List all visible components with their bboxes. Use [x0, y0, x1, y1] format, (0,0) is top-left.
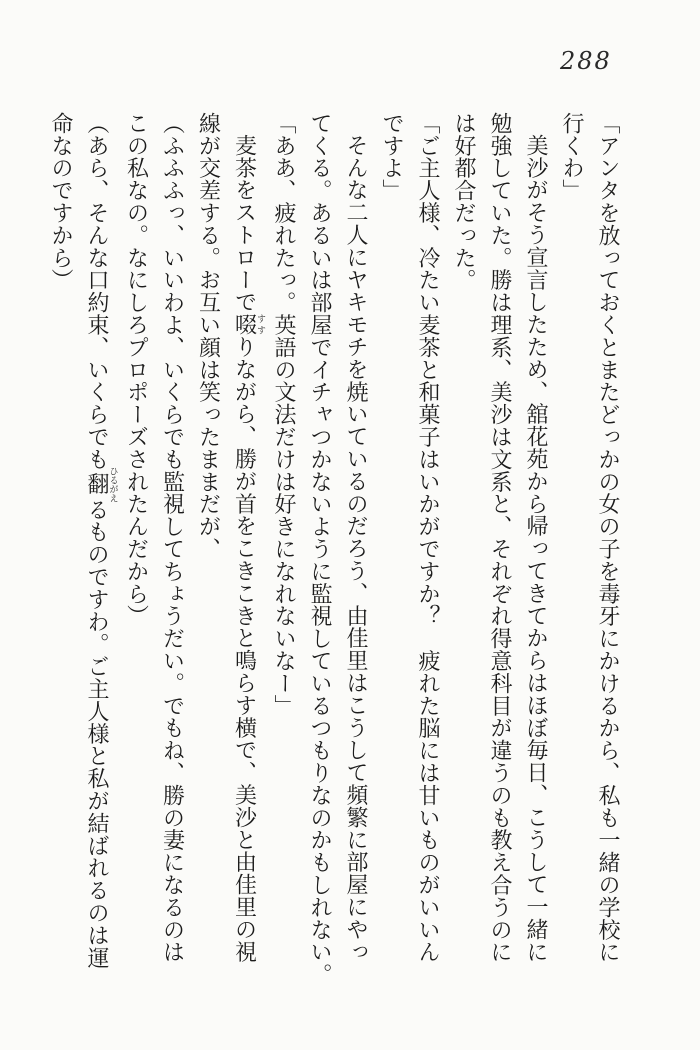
text-column: この私なの。なにしろプロポーズされたんだから）: [123, 112, 149, 628]
text-column: 勉強していた。勝は理系、美沙は文系と、それぞれ得意科目が違うのも教え合うのに: [487, 112, 512, 964]
text-column: 美沙がそう宣言したため、舘花苑から帰ってきてからはほぼ毎日、こうして一緒に: [523, 134, 548, 963]
text-column: （あら、そんな口約束、いくらでも翻ひるがえるものですわ。ご主人様と私が結ばれるのは運: [84, 112, 118, 969]
furigana-annotation: 啜すす: [231, 313, 265, 336]
text-column: てくる。あるいは部屋でイチャつかないように監視しているつもりなのかもしれない。: [307, 112, 332, 986]
text-block: [42, 112, 625, 992]
text-column: そんな二人にヤキモチを焼いているのだろう、由佳里はこうして頻繁に部屋にやっ: [343, 134, 368, 963]
text-column: （ふふふっ、いいわよ、いくらでも監視してちょうだい。でもね、勝の妻になるのは: [159, 112, 185, 964]
text-column: ですよ」: [379, 112, 404, 202]
text-column: 行くわ」: [559, 112, 584, 202]
text-column: 線が交差する。お互い顔は笑ったままだが、: [195, 112, 221, 560]
furigana-annotation: 翻ひるがえ: [84, 466, 118, 503]
text-column: 麦茶をストローで啜すすりながら、勝が首をこきこきと鳴らす横で、美沙と由佳里の視: [231, 134, 265, 963]
page-number: 288: [560, 47, 612, 75]
text-column: は好都合だった。: [451, 112, 476, 292]
text-column: 「ああ、疲れたっ。英語の文法だけは好きになれないなー」: [271, 112, 296, 717]
text-column: 命なのですから）: [48, 112, 73, 292]
text-column: 「アンタを放っておくとまたどっかの女の子を毒牙にかけるから、私も一緒の学校に: [595, 112, 620, 964]
text-column: 「ご主人様、冷たい麦茶と和菓子はいかがですか？ 疲れた脳には甘いものがいいん: [415, 112, 440, 964]
